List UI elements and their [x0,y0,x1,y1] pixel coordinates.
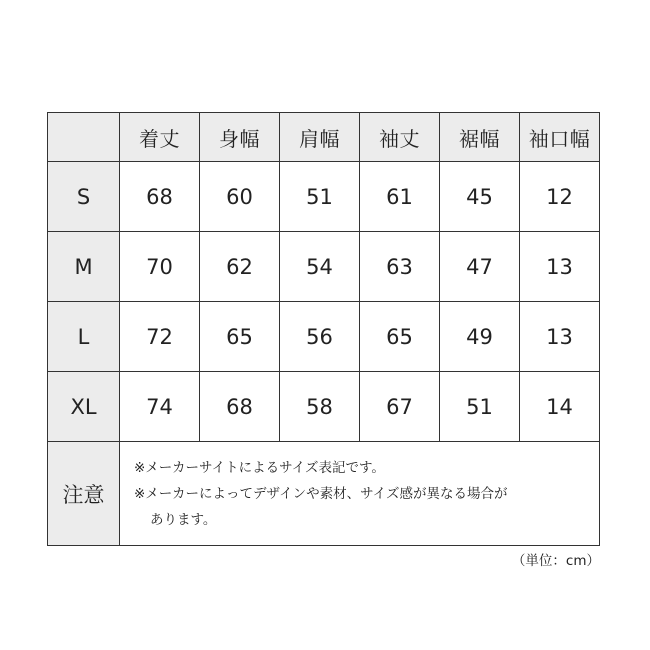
note-line: ※メーカーによってデザインや素材、サイズ感が異なる場合が [134,485,508,502]
size-label: S [48,162,120,232]
unit-note: （単位：cm） [511,553,600,569]
corner-cell [48,113,120,162]
table-row [48,232,600,302]
table-row [48,302,600,372]
table-cell: 67 [360,372,440,442]
table-cell: 65 [360,302,440,372]
table-cell: 12 [520,162,600,232]
notes-row [48,442,600,546]
size-chart-table [47,112,600,546]
note-line: ※メーカーサイトによるサイズ表記です。 [134,459,385,476]
table-cell: 14 [520,372,600,442]
table-row [48,162,600,232]
table-cell: 65 [200,302,280,372]
table-cell: 49 [440,302,520,372]
table-cell: 47 [440,232,520,302]
header-cell-shoulder: 肩幅 [280,113,360,162]
table-cell: 61 [360,162,440,232]
size-label: XL [48,372,120,442]
header-row [48,113,600,162]
notes-text [120,442,600,546]
table-cell: 62 [200,232,280,302]
size-label: M [48,232,120,302]
table-row [48,372,600,442]
table-cell: 68 [200,372,280,442]
header-cell-length: 着丈 [120,113,200,162]
table-cell: 51 [440,372,520,442]
header-cell-cuff: 袖口幅 [520,113,600,162]
table-cell: 45 [440,162,520,232]
size-label: L [48,302,120,372]
table-cell: 51 [280,162,360,232]
table-cell: 74 [120,372,200,442]
table-cell: 72 [120,302,200,372]
table-cell: 56 [280,302,360,372]
table-cell: 70 [120,232,200,302]
table-cell: 54 [280,232,360,302]
table-cell: 58 [280,372,360,442]
header-cell-hem: 裾幅 [440,113,520,162]
table-cell: 63 [360,232,440,302]
note-line: あります。 [150,511,217,528]
table-cell: 68 [120,162,200,232]
header-cell-sleeve: 袖丈 [360,113,440,162]
table-cell: 60 [200,162,280,232]
table-cell: 13 [520,232,600,302]
table-cell: 13 [520,302,600,372]
header-cell-chest: 身幅 [200,113,280,162]
notes-label: 注意 [48,442,120,546]
